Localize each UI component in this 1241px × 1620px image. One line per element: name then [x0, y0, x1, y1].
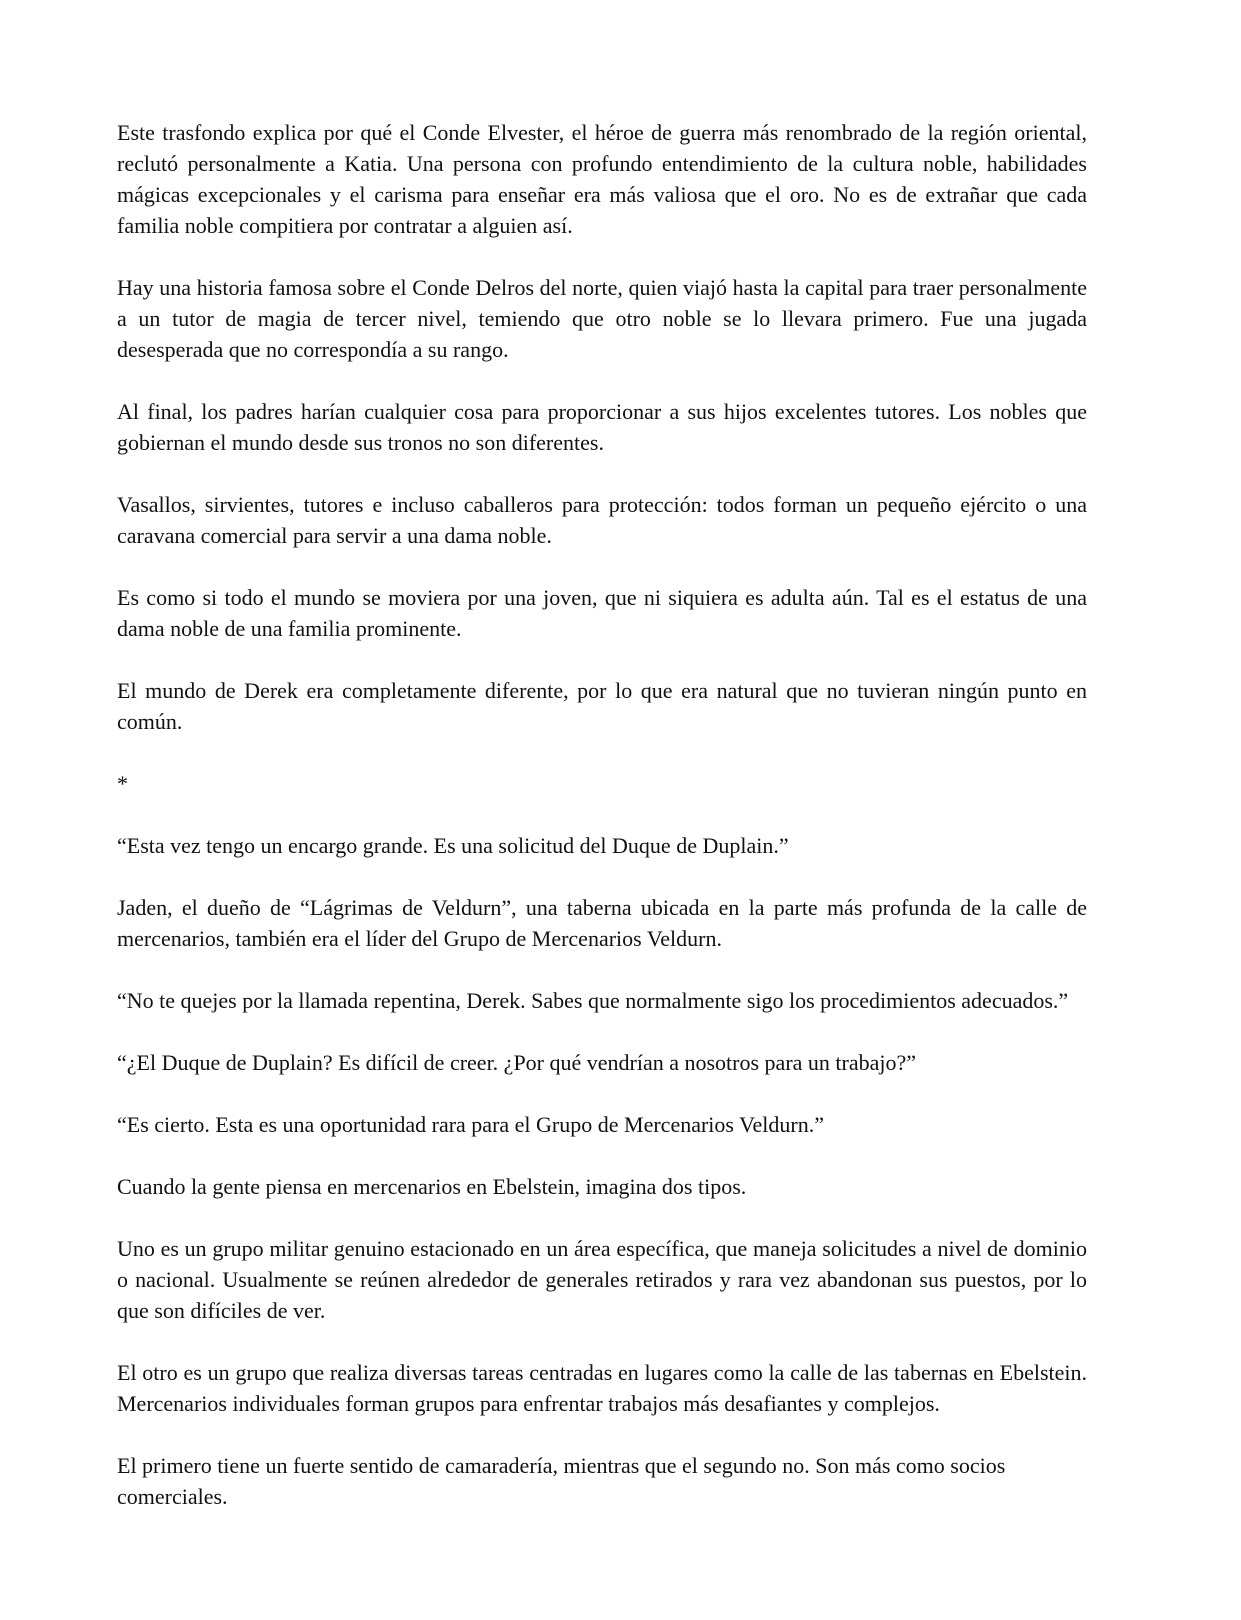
paragraph-6: El mundo de Derek era completamente diferente, por lo que era natural que no tuvieran ningún punto en común.	[117, 678, 1087, 734]
paragraph-13: Uno es un grupo militar genuino estacionado en un área específica, que maneja solicitudes a nivel de dominio o nacional. Usualmente se reúnen alrededor de generales retirados y rara vez abandonan sus puestos, por lo que son difíciles de ver.	[117, 1236, 1087, 1323]
paragraph-8: Jaden, el dueño de “Lágrimas de Veldurn”, una taberna ubicada en la parte más profunda de la calle de mercenarios, también era el líder del Grupo de Mercenarios Veldurn.	[117, 895, 1087, 951]
paragraph-5: Es como si todo el mundo se moviera por una joven, que ni siquiera es adulta aún. Tal es el estatus de una dama noble de una familia prominente.	[117, 585, 1087, 641]
paragraph-10: “¿El Duque de Duplain? Es difícil de creer. ¿Por qué vendrían a nosotros para un trabajo?”	[117, 1050, 917, 1075]
paragraph-4: Vasallos, sirvientes, tutores e incluso caballeros para protección: todos forman un pequeño ejército o una caravana comercial para servir a una dama noble.	[117, 492, 1087, 548]
paragraph-3: Al final, los padres harían cualquier cosa para proporcionar a sus hijos excelentes tutores. Los nobles que gobiernan el mundo desde sus tronos no son diferentes.	[117, 399, 1087, 455]
scene-break: *	[117, 771, 128, 796]
document-body	[117, 117, 1087, 1512]
paragraph-1: Este trasfondo explica por qué el Conde Elvester, el héroe de guerra más renombrado de la región oriental, reclutó personalmente a Katia. Una persona con profundo entendimiento de la cultura noble, habilidades mágicas excepcionales y el carisma para enseñar era más valiosa que el oro. No es de extrañar que cada familia noble compitiera por contratar a alguien así.	[117, 120, 1087, 238]
paragraph-15: El primero tiene un fuerte sentido de camaradería, mientras que el segundo no. Son más como socios comerciales.	[117, 1453, 1006, 1509]
paragraph-9: “No te quejes por la llamada repentina, Derek. Sabes que normalmente sigo los procedimientos adecuados.”	[117, 988, 1069, 1013]
paragraph-7: “Esta vez tengo un encargo grande. Es una solicitud del Duque de Duplain.”	[117, 833, 789, 858]
paragraph-11: “Es cierto. Esta es una oportunidad rara para el Grupo de Mercenarios Veldurn.”	[117, 1112, 824, 1137]
paragraph-12: Cuando la gente piensa en mercenarios en Ebelstein, imagina dos tipos.	[117, 1174, 747, 1199]
paragraph-14: El otro es un grupo que realiza diversas tareas centradas en lugares como la calle de las tabernas en Ebelstein. Mercenarios individuales forman grupos para enfrentar trabajos más desafiantes y complejos.	[117, 1360, 1087, 1416]
paragraph-2: Hay una historia famosa sobre el Conde Delros del norte, quien viajó hasta la capital para traer personalmente a un tutor de magia de tercer nivel, temiendo que otro noble se lo llevara primero. Fue una jugada desesperada que no correspondía a su rango.	[117, 275, 1087, 362]
